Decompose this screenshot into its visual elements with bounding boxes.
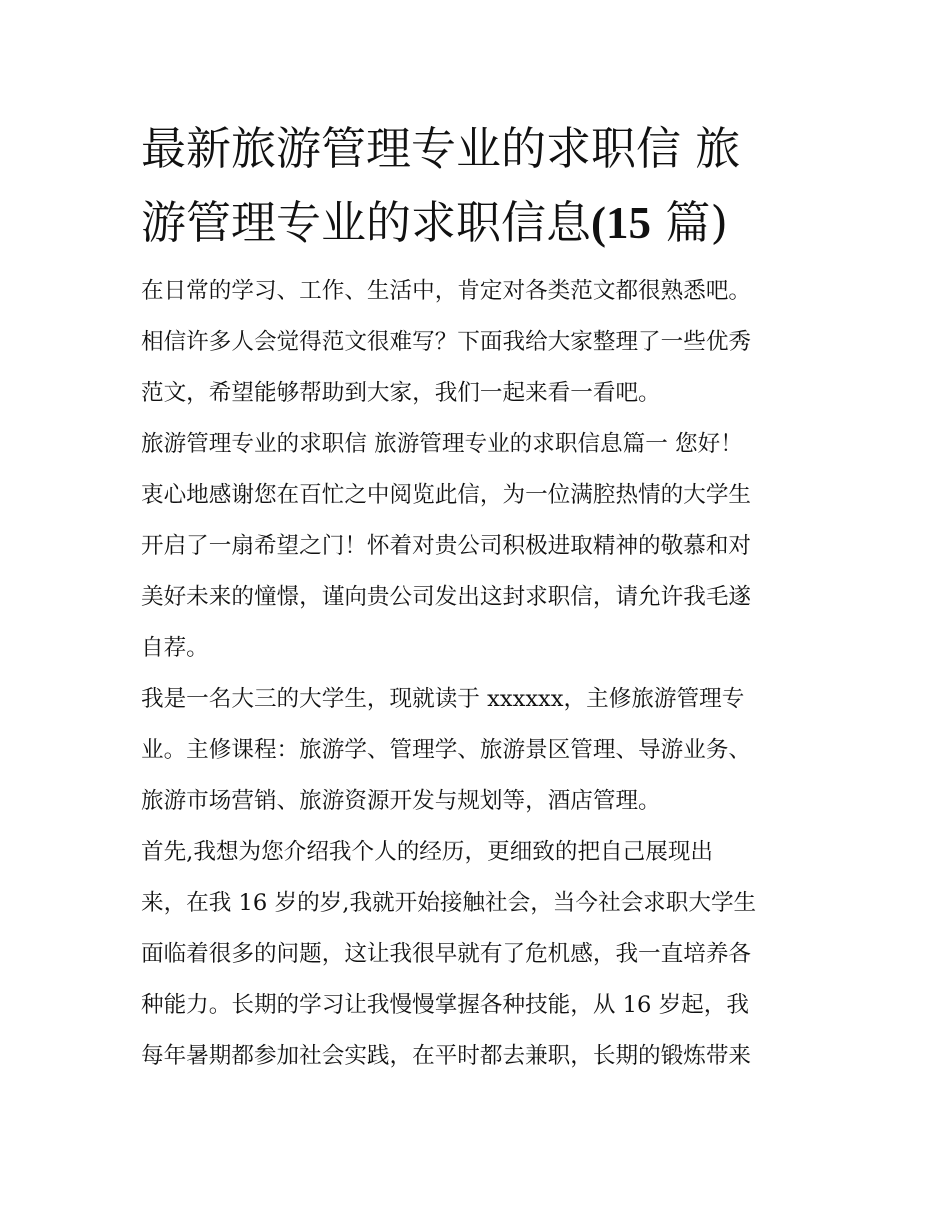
paragraph-line: 业。主修课程：旅游学、管理学、旅游景区管理、导游业务、: [141, 737, 752, 763]
paragraph-experience: [141, 827, 813, 1082]
title-line-1: 最新旅游管理专业的求职信 旅: [141, 122, 741, 175]
paragraph-intro: [141, 266, 813, 419]
paragraph-line: 自荐。: [141, 635, 209, 661]
document-title: [141, 112, 813, 260]
paragraph-education: [141, 674, 813, 827]
paragraph-line: 相信许多人会觉得范文很难写？下面我给大家整理了一些优秀: [141, 329, 752, 355]
title-count-unit: 篇): [651, 196, 728, 249]
title-line-2: [141, 186, 813, 260]
paragraph-line: 来，在我 16 岁的岁,我就开始接触社会，当今社会求职大学生: [141, 890, 757, 916]
document-body: [141, 112, 813, 1082]
paragraph-line: 种能力。长期的学习让我慢慢掌握各种技能，从 16 岁起，我: [141, 992, 749, 1018]
paragraph-line: 在日常的学习、工作、生活中，肯定对各类范文都很熟悉吧。: [141, 278, 752, 304]
paragraph-line: 开启了一扇希望之门！怀着对贵公司积极进取精神的敬慕和对: [141, 533, 752, 559]
paragraph-line: 旅游市场营销、旅游资源开发与规划等，酒店管理。: [141, 788, 661, 814]
paragraph-line: 我是一名大三的大学生，现就读于 xxxxxx，主修旅游管理专: [141, 686, 745, 712]
paragraph-line: 每年暑期都参加社会实践，在平时都去兼职，长期的锻炼带来: [141, 1043, 752, 1069]
title-count: (15: [591, 198, 652, 248]
paragraph-greeting: [141, 419, 813, 674]
paragraph-line: 衷心地感谢您在百忙之中阅览此信，为一位满腔热情的大学生: [141, 482, 752, 508]
paragraph-line: 首先,我想为您介绍我个人的经历，更细致的把自己展现出: [141, 839, 714, 865]
paragraph-line: 旅游管理专业的求职信 旅游管理专业的求职信息篇一 您好！: [141, 431, 743, 457]
paragraph-line: 面临着很多的问题，这让我很早就有了危机感，我一直培养各: [141, 941, 752, 967]
title-line-2-text: 游管理专业的求职信息: [141, 196, 592, 249]
paragraph-line: 美好未来的憧憬，谨向贵公司发出这封求职信，请允许我毛遂: [141, 584, 752, 610]
paragraph-line: 范文，希望能够帮助到大家，我们一起来看一看吧。: [141, 380, 661, 406]
